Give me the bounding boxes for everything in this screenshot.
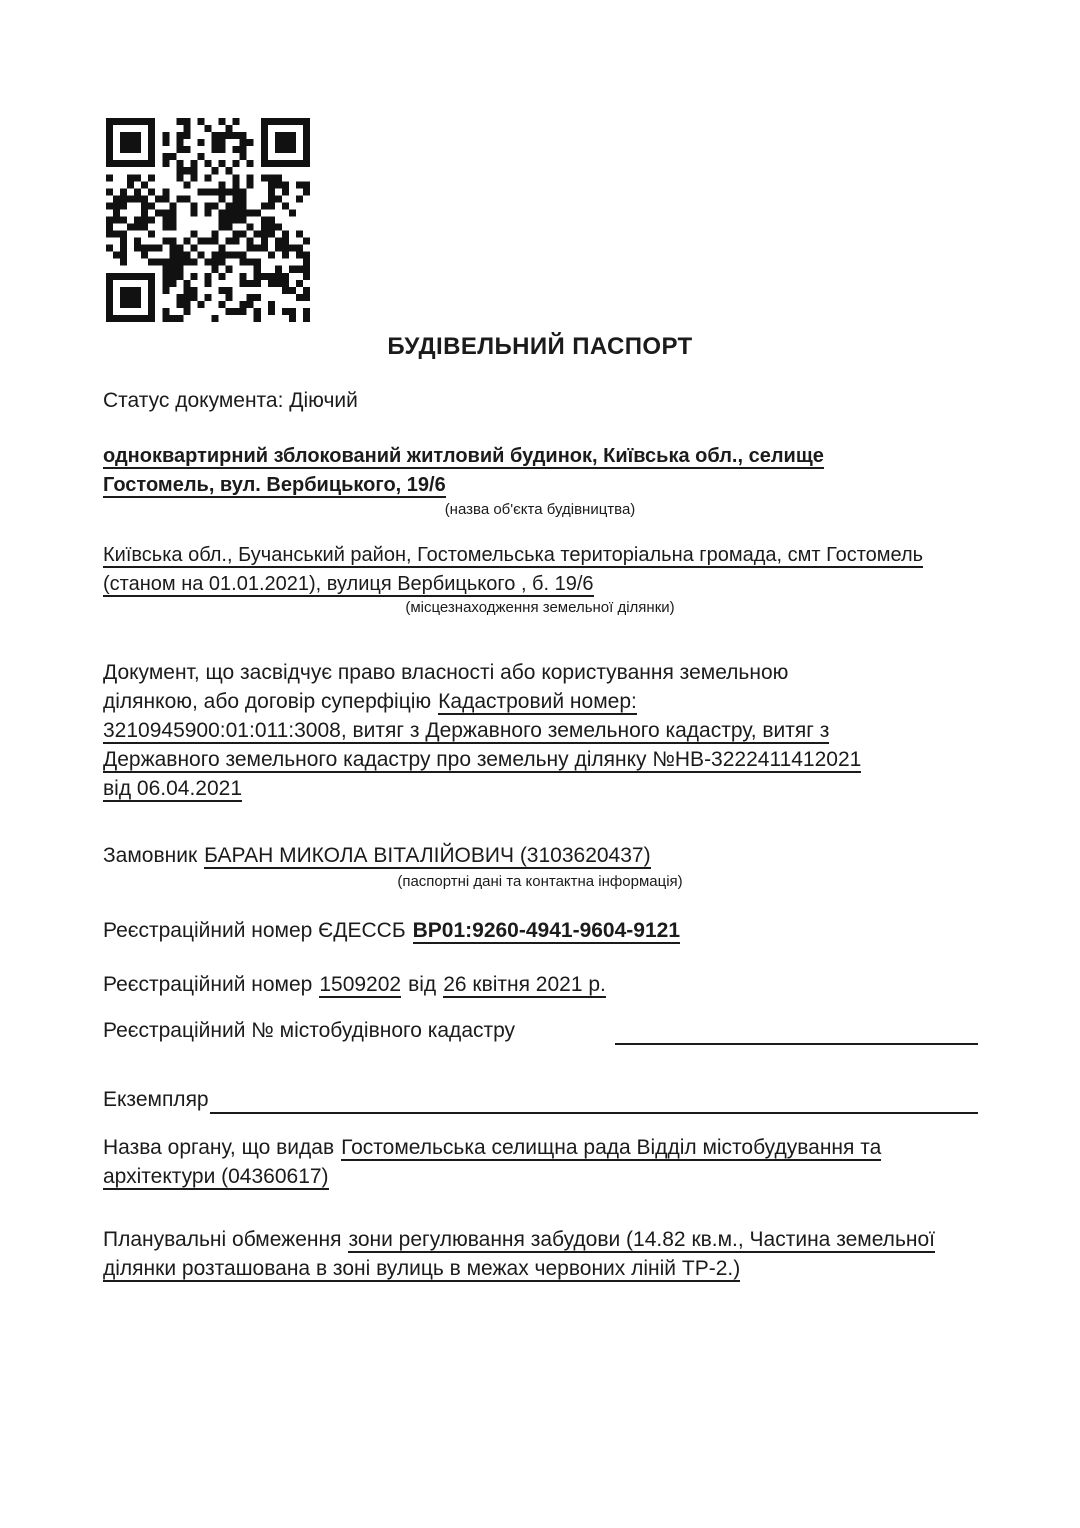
ownership-line1: Документ, що засвідчує право власності або користування земельною (103, 661, 789, 684)
ediessb-label: Реєстраційний номер ЄДЕССБ (103, 919, 406, 942)
issuing-authority-value-line2: архітектури (04360617) (103, 1165, 329, 1188)
issuing-authority-label: Назва органу, що видав (103, 1136, 335, 1159)
location-block (103, 541, 979, 599)
urban-cadastre-row (103, 1016, 979, 1045)
document-title: БУДІВЕЛЬНИЙ ПАСПОРТ (387, 333, 693, 360)
copy-blank-line (210, 1112, 978, 1114)
urban-cadastre-blank-line (615, 1043, 978, 1045)
registration-connector: від (408, 973, 437, 996)
object-name-line1: одноквартирний зблокований житловий будинок, Київська обл., селище (103, 445, 824, 467)
registration-date: 26 квітня 2021 р. (443, 973, 606, 996)
object-name-caption: (назва об'єкта будівництва) (444, 501, 636, 518)
planning-restrictions-label: Планувальні обмеження (103, 1228, 342, 1251)
status-line (103, 386, 979, 415)
status-text: Статус документа: Діючий (103, 389, 358, 412)
registration-number: 1509202 (319, 973, 402, 996)
urban-cadastre-label: Реєстраційний № містобудівного кадастру (103, 1019, 516, 1042)
location-caption: (місцезнаходження земельної ділянки) (405, 599, 675, 616)
planning-restrictions-value-line1: зони регулювання забудови (14.82 кв.м., Частина земельної (348, 1228, 935, 1251)
location-line2: (станом на 01.01.2021), вулиця Вербицького , б. 19/6 (103, 573, 594, 595)
ownership-line4: Державного земельного кадастру про земельну ділянку №НВ-3222411412021 (103, 748, 862, 771)
copy-row (103, 1085, 979, 1114)
registration-row (103, 970, 979, 999)
location-line1: Київська обл., Бучанський район, Гостомельська територіальна громада, смт Гостомель (103, 544, 924, 566)
ownership-line2-plain: ділянкою, або договір суперфіцію (103, 690, 432, 713)
planning-restrictions-value-line2: ділянки розташована в зоні вулиць в межах червоних ліній ТР-2.) (103, 1257, 741, 1280)
cadastral-number-label: Кадастровий номер: (438, 690, 637, 713)
ediessb-row (103, 916, 979, 945)
issuing-authority-value-line1: Гостомельська селищна рада Відділ містобудування та (341, 1136, 882, 1159)
planning-restrictions-block (103, 1225, 979, 1283)
ownership-document-block (103, 658, 979, 803)
issuing-authority-block (103, 1133, 979, 1191)
ownership-line5: від 06.04.2021 (103, 777, 243, 800)
customer-caption: (паспортні дані та контактна інформація) (397, 873, 683, 890)
customer-row (103, 841, 979, 870)
customer-value: БАРАН МИКОЛА ВІТАЛІЙОВИЧ (3103620437) (204, 844, 651, 867)
qr-code-icon (106, 118, 310, 322)
ownership-line3: 3210945900:01:011:3008, витяг з Державного земельного кадастру, витяг з (103, 719, 830, 742)
object-name-block (103, 442, 979, 500)
copy-label: Екземпляр (103, 1088, 209, 1111)
customer-label: Замовник (103, 844, 198, 867)
registration-label: Реєстраційний номер (103, 973, 313, 996)
object-name-line2: Гостомель, вул. Вербицького, 19/6 (103, 474, 446, 496)
ediessb-value: ВР01:9260-4941-9604-9121 (412, 919, 680, 942)
